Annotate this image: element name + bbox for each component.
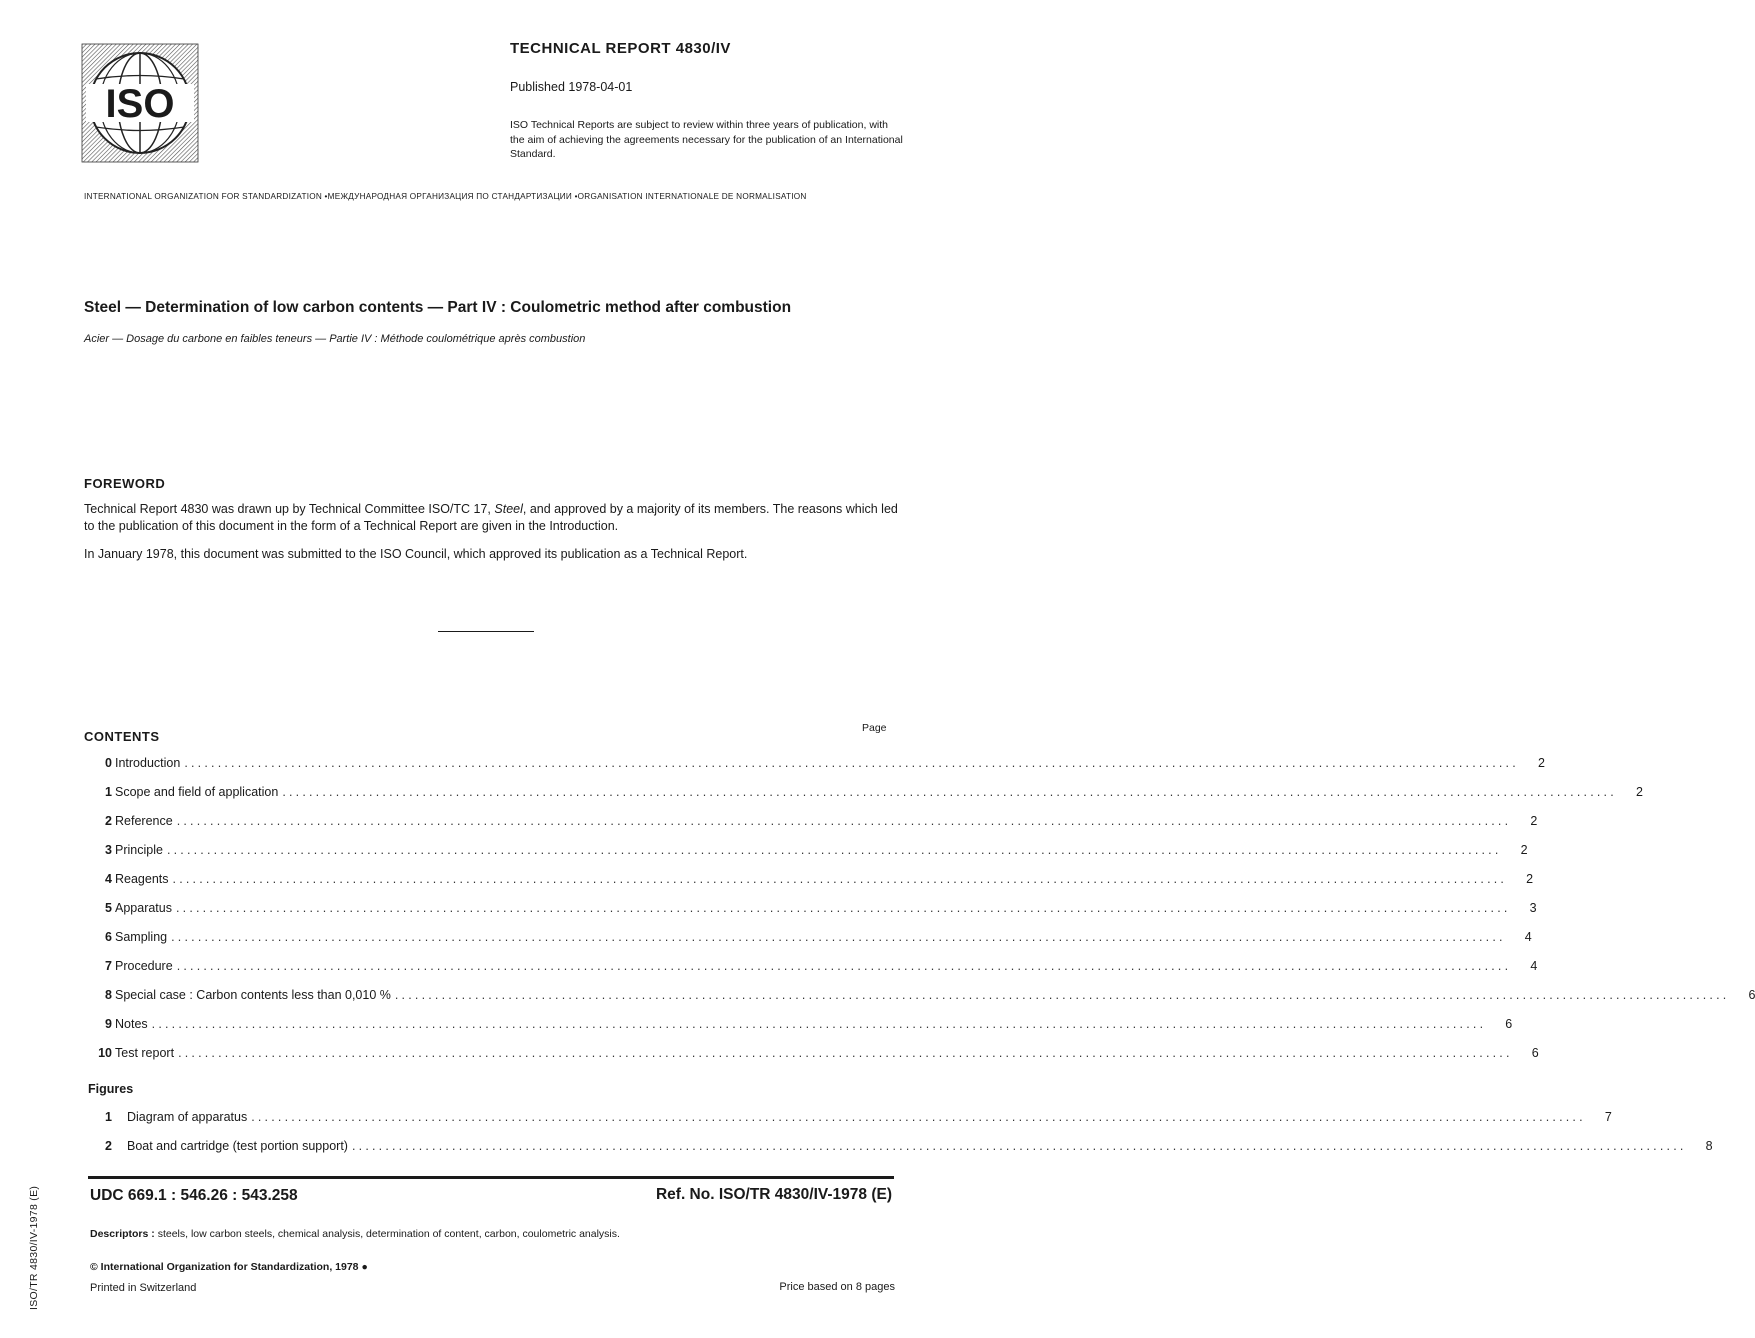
toc-title: Sampling	[115, 930, 168, 944]
toc-number: 2	[105, 814, 112, 828]
toc-row[interactable]	[84, 1017, 1513, 1035]
figure-page: 8	[1705, 1139, 1713, 1153]
toc-page: 2	[1530, 814, 1538, 828]
toc-page: 4	[1530, 959, 1538, 973]
figures-heading: Figures	[88, 1082, 134, 1096]
foreword-heading: FOREWORD	[84, 476, 166, 491]
foreword-italic-steel: Steel	[494, 502, 523, 516]
toc-leader-dots: ........................................................................................................................................................................................................	[394, 988, 1730, 1002]
toc-leader-dots: ........................................................................................................................................................................................................	[282, 785, 1617, 799]
toc-leader-dots: ........................................................................................................................................................................................................	[184, 756, 1519, 770]
toc-number: 7	[105, 959, 112, 973]
descriptors-text: steels, low carbon steels, chemical analysis, determination of content, carbon, coulometric analysis.	[154, 1228, 620, 1240]
printed-in: Printed in Switzerland	[90, 1282, 197, 1294]
toc-page: 6	[1748, 988, 1755, 1002]
toc-number: 10	[98, 1046, 112, 1060]
toc-title: Special case : Carbon contents less than 0,010 %	[115, 988, 391, 1002]
descriptors	[90, 1228, 900, 1240]
toc-page: 2	[1520, 843, 1528, 857]
toc-page: 2	[1526, 872, 1534, 886]
toc-row[interactable]	[84, 988, 1755, 1006]
price-note: Price based on 8 pages	[779, 1281, 895, 1293]
toc-page: 6	[1531, 1046, 1539, 1060]
toc-page: 3	[1529, 901, 1537, 915]
report-title: TECHNICAL REPORT 4830/IV	[510, 40, 731, 57]
toc-number: 4	[105, 872, 112, 886]
document-title-french: Acier — Dosage du carbone en faibles teneurs — Partie IV : Méthode coulométrique après combustion	[84, 333, 586, 345]
toc-row[interactable]	[84, 814, 1538, 832]
toc-leader-dots: ........................................................................................................................................................................................................	[175, 901, 1511, 915]
toc-title: Scope and field of application	[115, 785, 279, 799]
toc-row[interactable]	[84, 930, 1532, 948]
separator-line	[438, 631, 534, 632]
toc-leader-dots: ........................................................................................................................................................................................................	[176, 959, 1512, 973]
figure-row[interactable]	[88, 1139, 1713, 1157]
page-column-label: Page	[862, 722, 887, 734]
organization-line: INTERNATIONAL ORGANIZATION FOR STANDARDIZATION •МЕЖДУНАРОДНАЯ ОРГАНИЗАЦИЯ ПО СТАНДАРТИЗАЦИИ •ORGANISATION INTERNATIONALE DE NORMALISATION	[84, 192, 807, 201]
toc-leader-dots: ........................................................................................................................................................................................................	[166, 843, 1502, 857]
toc-row[interactable]	[84, 872, 1534, 890]
foreword-text: , and approved by a majority of its members. The reasons which led to the publication of this document in the form of a Technical Report are given in the Introduction.	[84, 502, 898, 533]
descriptors-label: Descriptors :	[90, 1228, 155, 1240]
udc-number: UDC 669.1 : 546.26 : 543.258	[90, 1187, 298, 1204]
toc-title: Introduction	[115, 756, 181, 770]
toc-leader-dots: ........................................................................................................................................................................................................	[171, 930, 1506, 944]
iso-logo	[82, 44, 198, 162]
toc-row[interactable]	[84, 843, 1528, 861]
toc-title: Principle	[115, 843, 163, 857]
figure-row[interactable]	[88, 1110, 1612, 1128]
toc-title: Notes	[115, 1017, 148, 1031]
footer-rule	[88, 1176, 894, 1179]
foreword-paragraph-1	[84, 501, 904, 534]
toc-page: 4	[1524, 930, 1532, 944]
reference-number: Ref. No. ISO/TR 4830/IV-1978 (E)	[655, 1186, 892, 1203]
toc-row[interactable]	[84, 1046, 1539, 1064]
figure-number: 2	[105, 1139, 112, 1153]
toc-number: 0	[105, 756, 112, 770]
toc-number: 8	[105, 988, 112, 1002]
toc-number: 6	[105, 930, 112, 944]
toc-number: 1	[105, 785, 112, 799]
toc-title: Procedure	[115, 959, 173, 973]
toc-leader-dots: ........................................................................................................................................................................................................	[172, 872, 1508, 886]
toc-title: Test report	[115, 1046, 175, 1060]
review-note: ISO Technical Reports are subject to review within three years of publication, with the aim of achieving the agreements necessary for the publication of an International Standard.	[510, 119, 903, 160]
toc-page: 2	[1635, 785, 1643, 799]
toc-page: 6	[1505, 1017, 1513, 1031]
side-reference: ISO/TR 4830/IV-1978 (E)	[28, 1185, 40, 1310]
toc-number: 5	[105, 901, 112, 915]
toc-row[interactable]	[84, 901, 1537, 919]
toc-row[interactable]	[84, 959, 1538, 977]
document-title: Steel — Determination of low carbon contents — Part IV : Coulometric method after combustion	[84, 299, 792, 316]
toc-title: Apparatus	[115, 901, 172, 915]
toc-leader-dots: ........................................................................................................................................................................................................	[351, 1139, 1687, 1153]
toc-number: 9	[105, 1017, 112, 1031]
toc-leader-dots: ........................................................................................................................................................................................................	[176, 814, 1512, 828]
figure-title: Boat and cartridge (test portion support)	[127, 1139, 348, 1153]
toc-leader-dots: ........................................................................................................................................................................................................	[251, 1110, 1586, 1124]
toc-leader-dots: ........................................................................................................................................................................................................	[151, 1017, 1487, 1031]
published-date: Published 1978-04-01	[510, 80, 633, 94]
toc-title: Reagents	[115, 872, 169, 886]
figure-number: 1	[105, 1110, 112, 1124]
toc-leader-dots: ........................................................................................................................................................................................................	[178, 1046, 1513, 1060]
foreword-paragraph-2: In January 1978, this document was submitted to the ISO Council, which approved its publication as a Technical Report.	[84, 547, 748, 561]
contents-heading: CONTENTS	[84, 729, 160, 744]
copyright: © International Organization for Standardization, 1978 ●	[90, 1261, 368, 1273]
toc-title: Reference	[115, 814, 173, 828]
toc-page: 2	[1537, 756, 1545, 770]
toc-row[interactable]	[84, 785, 1643, 803]
figure-page: 7	[1604, 1110, 1612, 1124]
figure-title: Diagram of apparatus	[127, 1110, 248, 1124]
iso-logo-text: ISO	[105, 82, 175, 126]
toc-number: 3	[105, 843, 112, 857]
foreword-text: Technical Report 4830 was drawn up by Technical Committee ISO/TC 17,	[84, 502, 495, 516]
toc-row[interactable]	[84, 756, 1545, 774]
